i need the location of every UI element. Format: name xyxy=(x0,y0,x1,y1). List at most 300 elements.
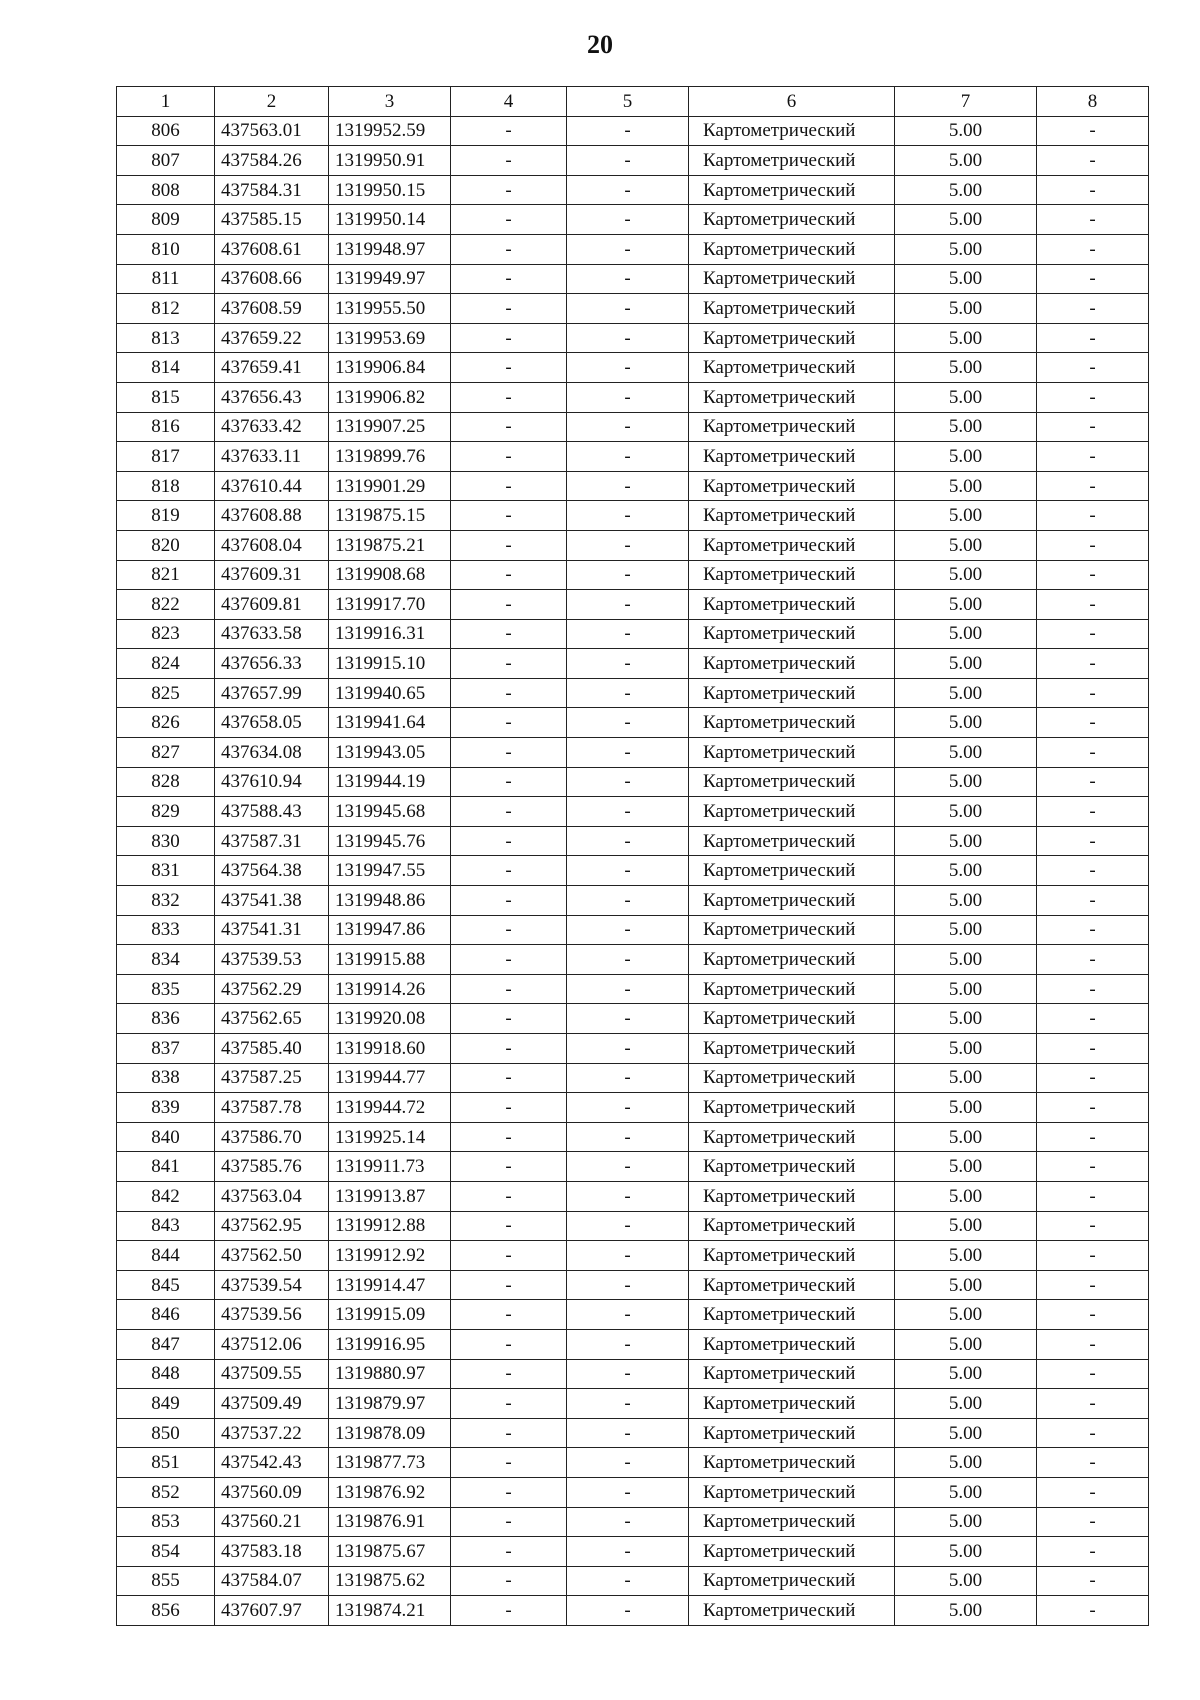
cell-col-4: - xyxy=(451,797,567,827)
cell-col-4: - xyxy=(451,974,567,1004)
cell-accuracy: 5.00 xyxy=(895,1477,1037,1507)
cell-coord-y: 1319915.10 xyxy=(329,649,451,679)
table-row xyxy=(117,1477,1149,1507)
cell-method: Картометрический xyxy=(689,678,895,708)
cell-method: Картометрический xyxy=(689,1152,895,1182)
cell-method: Картометрический xyxy=(689,1329,895,1359)
cell-col-4: - xyxy=(451,590,567,620)
table-row xyxy=(117,974,1149,1004)
cell-coord-y: 1319879.97 xyxy=(329,1389,451,1419)
cell-col-5: - xyxy=(567,1566,689,1596)
table-row xyxy=(117,708,1149,738)
cell-method: Картометрический xyxy=(689,856,895,886)
cell-method: Картометрический xyxy=(689,1181,895,1211)
cell-col-4: - xyxy=(451,619,567,649)
cell-coord-y: 1319907.25 xyxy=(329,412,451,442)
cell-coord-x: 437607.97 xyxy=(215,1596,329,1626)
cell-col-5: - xyxy=(567,560,689,590)
cell-col-5: - xyxy=(567,1596,689,1626)
column-header-2: 2 xyxy=(215,87,329,117)
table-row xyxy=(117,886,1149,916)
cell-col-5: - xyxy=(567,412,689,442)
cell-coord-y: 1319950.15 xyxy=(329,175,451,205)
cell-col-4: - xyxy=(451,1448,567,1478)
cell-point-number: 847 xyxy=(117,1329,215,1359)
cell-coord-x: 437588.43 xyxy=(215,797,329,827)
cell-coord-x: 437658.05 xyxy=(215,708,329,738)
cell-accuracy: 5.00 xyxy=(895,1507,1037,1537)
table-row xyxy=(117,1300,1149,1330)
table-row xyxy=(117,501,1149,531)
cell-point-number: 812 xyxy=(117,294,215,324)
cell-coord-y: 1319940.65 xyxy=(329,678,451,708)
cell-accuracy: 5.00 xyxy=(895,175,1037,205)
cell-accuracy: 5.00 xyxy=(895,590,1037,620)
cell-accuracy: 5.00 xyxy=(895,738,1037,768)
cell-col-8: - xyxy=(1037,175,1149,205)
cell-col-8: - xyxy=(1037,856,1149,886)
table-row xyxy=(117,1596,1149,1626)
cell-col-5: - xyxy=(567,974,689,1004)
cell-col-4: - xyxy=(451,915,567,945)
cell-col-4: - xyxy=(451,738,567,768)
cell-coord-x: 437584.31 xyxy=(215,175,329,205)
table-row xyxy=(117,264,1149,294)
cell-col-5: - xyxy=(567,1300,689,1330)
cell-accuracy: 5.00 xyxy=(895,382,1037,412)
cell-point-number: 821 xyxy=(117,560,215,590)
cell-coord-x: 437657.99 xyxy=(215,678,329,708)
cell-col-4: - xyxy=(451,116,567,146)
cell-col-5: - xyxy=(567,1359,689,1389)
cell-col-5: - xyxy=(567,1004,689,1034)
table-row xyxy=(117,1211,1149,1241)
cell-method: Картометрический xyxy=(689,649,895,679)
cell-col-5: - xyxy=(567,175,689,205)
cell-point-number: 809 xyxy=(117,205,215,235)
cell-point-number: 835 xyxy=(117,974,215,1004)
cell-col-4: - xyxy=(451,1004,567,1034)
cell-coord-x: 437562.95 xyxy=(215,1211,329,1241)
cell-method: Картометрический xyxy=(689,1596,895,1626)
cell-col-4: - xyxy=(451,945,567,975)
cell-coord-x: 437587.78 xyxy=(215,1093,329,1123)
cell-accuracy: 5.00 xyxy=(895,1093,1037,1123)
table-row xyxy=(117,382,1149,412)
cell-point-number: 822 xyxy=(117,590,215,620)
cell-accuracy: 5.00 xyxy=(895,1211,1037,1241)
table-row xyxy=(117,1448,1149,1478)
cell-col-5: - xyxy=(567,294,689,324)
cell-method: Картометрический xyxy=(689,738,895,768)
cell-method: Картометрический xyxy=(689,1004,895,1034)
cell-point-number: 856 xyxy=(117,1596,215,1626)
cell-point-number: 855 xyxy=(117,1566,215,1596)
cell-coord-y: 1319876.91 xyxy=(329,1507,451,1537)
cell-method: Картометрический xyxy=(689,294,895,324)
cell-col-5: - xyxy=(567,1122,689,1152)
cell-col-4: - xyxy=(451,234,567,264)
cell-col-5: - xyxy=(567,1418,689,1448)
cell-col-4: - xyxy=(451,471,567,501)
cell-point-number: 842 xyxy=(117,1181,215,1211)
cell-method: Картометрический xyxy=(689,175,895,205)
cell-col-4: - xyxy=(451,264,567,294)
table-row xyxy=(117,619,1149,649)
cell-col-4: - xyxy=(451,886,567,916)
cell-coord-y: 1319874.21 xyxy=(329,1596,451,1626)
cell-col-4: - xyxy=(451,708,567,738)
cell-method: Картометрический xyxy=(689,1270,895,1300)
cell-coord-x: 437587.31 xyxy=(215,826,329,856)
cell-col-5: - xyxy=(567,1389,689,1419)
cell-point-number: 811 xyxy=(117,264,215,294)
cell-method: Картометрический xyxy=(689,1122,895,1152)
cell-col-4: - xyxy=(451,175,567,205)
cell-method: Картометрический xyxy=(689,1448,895,1478)
cell-point-number: 833 xyxy=(117,915,215,945)
cell-accuracy: 5.00 xyxy=(895,1329,1037,1359)
cell-col-8: - xyxy=(1037,678,1149,708)
cell-accuracy: 5.00 xyxy=(895,1359,1037,1389)
cell-coord-x: 437633.42 xyxy=(215,412,329,442)
cell-method: Картометрический xyxy=(689,915,895,945)
cell-col-8: - xyxy=(1037,886,1149,916)
cell-method: Картометрический xyxy=(689,1537,895,1567)
cell-coord-x: 437583.18 xyxy=(215,1537,329,1567)
cell-col-8: - xyxy=(1037,1181,1149,1211)
cell-col-8: - xyxy=(1037,560,1149,590)
cell-accuracy: 5.00 xyxy=(895,471,1037,501)
cell-point-number: 814 xyxy=(117,353,215,383)
cell-col-4: - xyxy=(451,353,567,383)
cell-accuracy: 5.00 xyxy=(895,1034,1037,1064)
cell-col-4: - xyxy=(451,678,567,708)
cell-coord-x: 437541.31 xyxy=(215,915,329,945)
cell-col-5: - xyxy=(567,1537,689,1567)
table-row xyxy=(117,1270,1149,1300)
cell-point-number: 846 xyxy=(117,1300,215,1330)
cell-col-4: - xyxy=(451,826,567,856)
table-row xyxy=(117,767,1149,797)
cell-col-8: - xyxy=(1037,1093,1149,1123)
cell-coord-y: 1319948.86 xyxy=(329,886,451,916)
cell-col-5: - xyxy=(567,353,689,383)
cell-col-4: - xyxy=(451,294,567,324)
cell-coord-y: 1319878.09 xyxy=(329,1418,451,1448)
cell-method: Картометрический xyxy=(689,797,895,827)
table-row xyxy=(117,442,1149,472)
table-row xyxy=(117,1359,1149,1389)
cell-point-number: 840 xyxy=(117,1122,215,1152)
cell-coord-y: 1319917.70 xyxy=(329,590,451,620)
cell-col-5: - xyxy=(567,530,689,560)
cell-coord-y: 1319915.88 xyxy=(329,945,451,975)
cell-coord-y: 1319875.62 xyxy=(329,1566,451,1596)
cell-coord-y: 1319944.19 xyxy=(329,767,451,797)
cell-coord-y: 1319925.14 xyxy=(329,1122,451,1152)
cell-coord-y: 1319948.97 xyxy=(329,234,451,264)
cell-point-number: 854 xyxy=(117,1537,215,1567)
cell-method: Картометрический xyxy=(689,886,895,916)
cell-accuracy: 5.00 xyxy=(895,886,1037,916)
table-row xyxy=(117,175,1149,205)
cell-accuracy: 5.00 xyxy=(895,116,1037,146)
cell-col-4: - xyxy=(451,1596,567,1626)
cell-coord-x: 437562.65 xyxy=(215,1004,329,1034)
cell-col-4: - xyxy=(451,1122,567,1152)
table-row xyxy=(117,1418,1149,1448)
table-row xyxy=(117,856,1149,886)
cell-col-4: - xyxy=(451,1211,567,1241)
cell-method: Картометрический xyxy=(689,1093,895,1123)
cell-coord-y: 1319916.95 xyxy=(329,1329,451,1359)
cell-method: Картометрический xyxy=(689,353,895,383)
column-header-1: 1 xyxy=(117,87,215,117)
cell-point-number: 841 xyxy=(117,1152,215,1182)
cell-accuracy: 5.00 xyxy=(895,530,1037,560)
cell-col-4: - xyxy=(451,1181,567,1211)
cell-point-number: 818 xyxy=(117,471,215,501)
cell-col-5: - xyxy=(567,1507,689,1537)
table-row xyxy=(117,945,1149,975)
cell-accuracy: 5.00 xyxy=(895,205,1037,235)
cell-col-4: - xyxy=(451,1093,567,1123)
table-row xyxy=(117,323,1149,353)
cell-coord-y: 1319877.73 xyxy=(329,1448,451,1478)
cell-method: Картометрический xyxy=(689,471,895,501)
cell-accuracy: 5.00 xyxy=(895,678,1037,708)
cell-coord-y: 1319875.21 xyxy=(329,530,451,560)
cell-coord-x: 437541.38 xyxy=(215,886,329,916)
column-header-5: 5 xyxy=(567,87,689,117)
cell-col-4: - xyxy=(451,1034,567,1064)
cell-coord-x: 437560.09 xyxy=(215,1477,329,1507)
table-row xyxy=(117,412,1149,442)
cell-col-5: - xyxy=(567,738,689,768)
cell-col-5: - xyxy=(567,146,689,176)
cell-col-5: - xyxy=(567,678,689,708)
cell-col-8: - xyxy=(1037,1359,1149,1389)
cell-method: Картометрический xyxy=(689,826,895,856)
cell-col-4: - xyxy=(451,1566,567,1596)
cell-col-5: - xyxy=(567,767,689,797)
cell-coord-x: 437560.21 xyxy=(215,1507,329,1537)
cell-col-8: - xyxy=(1037,1596,1149,1626)
cell-col-8: - xyxy=(1037,116,1149,146)
cell-method: Картометрический xyxy=(689,1359,895,1389)
cell-accuracy: 5.00 xyxy=(895,560,1037,590)
cell-point-number: 820 xyxy=(117,530,215,560)
cell-coord-x: 437586.70 xyxy=(215,1122,329,1152)
cell-col-8: - xyxy=(1037,1034,1149,1064)
cell-col-5: - xyxy=(567,826,689,856)
cell-coord-y: 1319880.97 xyxy=(329,1359,451,1389)
cell-point-number: 851 xyxy=(117,1448,215,1478)
cell-accuracy: 5.00 xyxy=(895,1537,1037,1567)
cell-coord-x: 437585.15 xyxy=(215,205,329,235)
cell-coord-x: 437539.56 xyxy=(215,1300,329,1330)
cell-method: Картометрический xyxy=(689,945,895,975)
cell-method: Картометрический xyxy=(689,1418,895,1448)
cell-method: Картометрический xyxy=(689,382,895,412)
cell-accuracy: 5.00 xyxy=(895,1122,1037,1152)
cell-col-8: - xyxy=(1037,1329,1149,1359)
cell-method: Картометрический xyxy=(689,501,895,531)
cell-col-5: - xyxy=(567,856,689,886)
cell-col-4: - xyxy=(451,1389,567,1419)
cell-col-5: - xyxy=(567,442,689,472)
cell-method: Картометрический xyxy=(689,412,895,442)
cell-accuracy: 5.00 xyxy=(895,945,1037,975)
cell-col-4: - xyxy=(451,323,567,353)
cell-method: Картометрический xyxy=(689,116,895,146)
cell-accuracy: 5.00 xyxy=(895,1063,1037,1093)
cell-accuracy: 5.00 xyxy=(895,1181,1037,1211)
cell-accuracy: 5.00 xyxy=(895,1241,1037,1271)
cell-method: Картометрический xyxy=(689,1063,895,1093)
cell-coord-x: 437585.76 xyxy=(215,1152,329,1182)
cell-accuracy: 5.00 xyxy=(895,1004,1037,1034)
cell-col-5: - xyxy=(567,1211,689,1241)
column-header-4: 4 xyxy=(451,87,567,117)
cell-col-8: - xyxy=(1037,797,1149,827)
cell-accuracy: 5.00 xyxy=(895,1152,1037,1182)
cell-coord-x: 437509.55 xyxy=(215,1359,329,1389)
cell-col-8: - xyxy=(1037,412,1149,442)
cell-coord-y: 1319911.73 xyxy=(329,1152,451,1182)
cell-method: Картометрический xyxy=(689,264,895,294)
cell-col-4: - xyxy=(451,1152,567,1182)
cell-accuracy: 5.00 xyxy=(895,797,1037,827)
cell-col-5: - xyxy=(567,1152,689,1182)
table-row xyxy=(117,234,1149,264)
cell-col-8: - xyxy=(1037,530,1149,560)
table-row xyxy=(117,1389,1149,1419)
cell-col-4: - xyxy=(451,767,567,797)
cell-point-number: 839 xyxy=(117,1093,215,1123)
cell-coord-x: 437656.43 xyxy=(215,382,329,412)
cell-col-8: - xyxy=(1037,323,1149,353)
cell-col-8: - xyxy=(1037,974,1149,1004)
cell-col-4: - xyxy=(451,530,567,560)
cell-point-number: 819 xyxy=(117,501,215,531)
cell-point-number: 806 xyxy=(117,116,215,146)
cell-method: Картометрический xyxy=(689,146,895,176)
table-row xyxy=(117,1537,1149,1567)
cell-method: Картометрический xyxy=(689,1211,895,1241)
cell-coord-y: 1319950.14 xyxy=(329,205,451,235)
cell-coord-y: 1319875.67 xyxy=(329,1537,451,1567)
cell-accuracy: 5.00 xyxy=(895,146,1037,176)
cell-coord-y: 1319918.60 xyxy=(329,1034,451,1064)
cell-col-8: - xyxy=(1037,1418,1149,1448)
cell-coord-y: 1319920.08 xyxy=(329,1004,451,1034)
cell-coord-x: 437564.38 xyxy=(215,856,329,886)
cell-accuracy: 5.00 xyxy=(895,1270,1037,1300)
cell-coord-x: 437659.22 xyxy=(215,323,329,353)
cell-point-number: 827 xyxy=(117,738,215,768)
cell-col-8: - xyxy=(1037,590,1149,620)
cell-coord-x: 437633.11 xyxy=(215,442,329,472)
cell-col-4: - xyxy=(451,1063,567,1093)
cell-col-5: - xyxy=(567,323,689,353)
cell-coord-y: 1319945.68 xyxy=(329,797,451,827)
table-row xyxy=(117,1122,1149,1152)
cell-coord-x: 437608.88 xyxy=(215,501,329,531)
cell-accuracy: 5.00 xyxy=(895,619,1037,649)
cell-col-8: - xyxy=(1037,1122,1149,1152)
cell-col-5: - xyxy=(567,1270,689,1300)
cell-point-number: 823 xyxy=(117,619,215,649)
cell-col-8: - xyxy=(1037,382,1149,412)
cell-col-4: - xyxy=(451,1507,567,1537)
cell-coord-y: 1319913.87 xyxy=(329,1181,451,1211)
cell-col-8: - xyxy=(1037,915,1149,945)
cell-accuracy: 5.00 xyxy=(895,1596,1037,1626)
cell-coord-y: 1319876.92 xyxy=(329,1477,451,1507)
cell-coord-x: 437542.43 xyxy=(215,1448,329,1478)
cell-accuracy: 5.00 xyxy=(895,856,1037,886)
coordinates-table xyxy=(116,86,1149,1626)
cell-accuracy: 5.00 xyxy=(895,323,1037,353)
cell-col-8: - xyxy=(1037,1270,1149,1300)
table-row xyxy=(117,146,1149,176)
cell-accuracy: 5.00 xyxy=(895,353,1037,383)
cell-col-8: - xyxy=(1037,294,1149,324)
column-header-7: 7 xyxy=(895,87,1037,117)
cell-col-4: - xyxy=(451,146,567,176)
cell-col-4: - xyxy=(451,649,567,679)
cell-col-8: - xyxy=(1037,1537,1149,1567)
cell-col-5: - xyxy=(567,1063,689,1093)
cell-col-5: - xyxy=(567,619,689,649)
cell-accuracy: 5.00 xyxy=(895,294,1037,324)
cell-coord-y: 1319914.26 xyxy=(329,974,451,1004)
cell-col-8: - xyxy=(1037,1566,1149,1596)
cell-point-number: 844 xyxy=(117,1241,215,1271)
cell-col-8: - xyxy=(1037,471,1149,501)
cell-coord-x: 437608.59 xyxy=(215,294,329,324)
cell-point-number: 824 xyxy=(117,649,215,679)
cell-coord-y: 1319947.55 xyxy=(329,856,451,886)
cell-col-4: - xyxy=(451,1537,567,1567)
cell-col-5: - xyxy=(567,649,689,679)
cell-col-5: - xyxy=(567,797,689,827)
cell-col-5: - xyxy=(567,886,689,916)
cell-col-5: - xyxy=(567,501,689,531)
cell-col-8: - xyxy=(1037,353,1149,383)
table-row xyxy=(117,116,1149,146)
cell-col-8: - xyxy=(1037,501,1149,531)
table-row xyxy=(117,1034,1149,1064)
cell-accuracy: 5.00 xyxy=(895,442,1037,472)
cell-coord-x: 437537.22 xyxy=(215,1418,329,1448)
table-row xyxy=(117,1004,1149,1034)
cell-coord-y: 1319949.97 xyxy=(329,264,451,294)
table-body xyxy=(117,116,1149,1625)
cell-method: Картометрический xyxy=(689,442,895,472)
cell-col-5: - xyxy=(567,234,689,264)
table-row xyxy=(117,1241,1149,1271)
cell-accuracy: 5.00 xyxy=(895,1566,1037,1596)
cell-method: Картометрический xyxy=(689,234,895,264)
cell-method: Картометрический xyxy=(689,1389,895,1419)
cell-coord-y: 1319906.84 xyxy=(329,353,451,383)
cell-accuracy: 5.00 xyxy=(895,501,1037,531)
cell-col-8: - xyxy=(1037,1389,1149,1419)
cell-coord-y: 1319915.09 xyxy=(329,1300,451,1330)
